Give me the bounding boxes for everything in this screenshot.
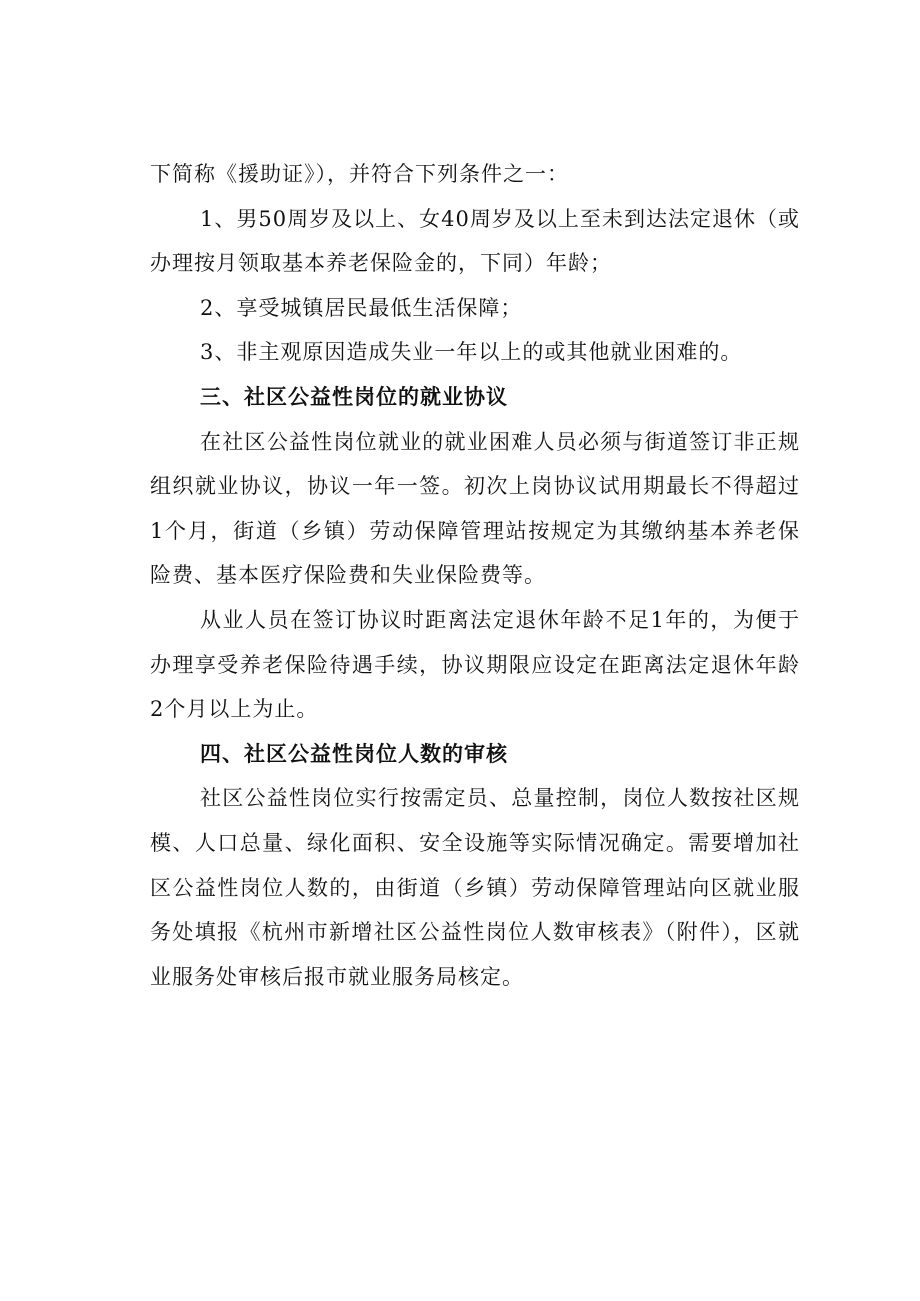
section4-paragraph-1: 社区公益性岗位实行按需定员、总量控制，岗位人数按社区规模、人口总量、绿化面积、安全设施等实际情况确定。需要增加社区公益性岗位人数的，由街道（乡镇）劳动保障管理站向区就业服务处填报《杭州市新增社区公益性岗位人数审核表》（附件），区就业服务处审核后报市就业服务局核定。 [150, 786, 800, 989]
section3-paragraph-2: 从业人员在签订协议时距离法定退休年龄不足1年的，为便于办理享受养老保险待遇手续，协议期限应设定在距离法定退休年龄2个月以上为止。 [150, 607, 800, 722]
condition-item-2: 2、享受城镇居民最低生活保障； [200, 295, 523, 320]
continuation-paragraph: 下简称《援助证》），并符合下列条件之一： [150, 162, 569, 186]
condition-item-1: 1、男50周岁及以上、女40周岁及以上至未到达法定退休（或办理按月领取基本养老保险金的，下同）年龄； [150, 206, 800, 276]
document-body [150, 152, 800, 999]
section3-paragraph-1: 在社区公益性岗位就业的就业困难人员必须与街道签订非正规组织就业协议，协议一年一签。初次上岗协议试用期最长不得超过1个月，街道（乡镇）劳动保障管理站按规定为其缴纳基本养老保险费、基本医疗保险费和失业保险费等。 [150, 429, 800, 588]
section-heading-headcount-review: 四、社区公益性岗位人数的审核 [200, 741, 508, 766]
section-heading-employment-agreement: 三、社区公益性岗位的就业协议 [200, 384, 508, 409]
condition-item-3: 3、非主观原因造成失业一年以上的或其他就业困难的。 [200, 340, 743, 365]
